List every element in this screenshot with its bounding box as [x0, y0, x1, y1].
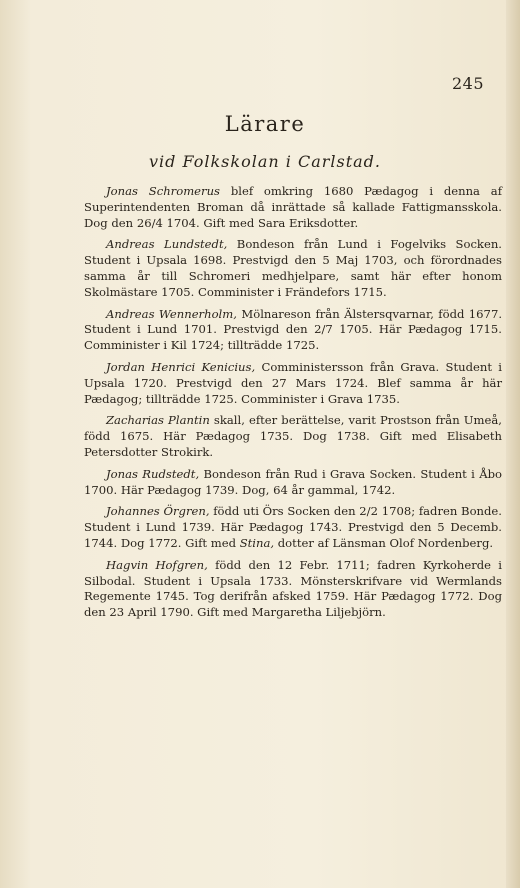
entry-name: Johannes Örgren, [106, 504, 210, 519]
entries-list [84, 184, 502, 627]
entry-name: Jonas Schromerus [106, 184, 221, 198]
entry-name: Hagvin Hofgren, [106, 557, 208, 572]
entry-text: Bondeson från Lund i Fogelviks Socken. Student i Upsala 1698. Prestvigd den 5 Maj 1703, och förordnades samma år till Schromeri medhjelpare, samt här efter honom Skolmästare 1705. Comminister i Frändefors 1715. [84, 237, 502, 299]
entry-name: Zacharias Plantin [106, 413, 210, 428]
entry-text: född uti Örs Socken den 2/2 1708; fadren Bonde. Student i Lund 1739. Här Pædagog 1743. Prestvigd den 5 Decemb. 1744. Dog 1772. Gift med [84, 504, 502, 550]
entry-text: Comministersson från Grava. Student i Upsala 1720. Prestvigd den 27 Mars 1724. Blef samma år här Pædagog; tillträdde 1725. Comminister i Grava 1735. [84, 359, 502, 406]
entry-text: Mölnareson från Älstersqvarnar, född 1677. Student i Lund 1701. Prestvigd den 2/7 1705. Här Pædagog 1715. Comminister i Kil 1724; tillträdde 1725. [84, 306, 502, 353]
entry-name: Jonas Rudstedt, [106, 466, 200, 481]
entry-spouse-name: Stina, [239, 535, 275, 550]
entry [84, 360, 502, 407]
entry [84, 467, 502, 499]
page-number: 245 [452, 74, 485, 93]
page-heading: Lärare [224, 112, 306, 136]
entry-text: Bondeson från Rud i Grava Socken. Student i Åbo 1700. Här Pædagog 1739. Dog, 64 år gammal, 1742. [84, 466, 502, 497]
entry-text: född den 12 Febr. 1711; fadren Kyrkoherde i Silbodal. Student i Upsala 1733. Mönsterskrifvare vid Wermlands Regemente 1745. Tog derifrån afsked 1759. Här Pædagog 1772. Dog den 23 April 1790. Gift med Margaretha Liljebjörn. [84, 557, 502, 620]
entry [84, 558, 502, 621]
entry [84, 307, 502, 354]
page-subheading: vid Folkskolan i Carlstad. [149, 152, 381, 171]
entry-name: Jordan Henrici Kenicius, [106, 359, 256, 374]
entry-text: blef omkring 1680 Pædagog i denna af Superintendenten Broman då inrättade så kallade Fattigmansskola. Dog den 26/4 1704. Gift med Sara Eriksdotter. [84, 184, 502, 230]
entry [84, 413, 502, 460]
entry [84, 184, 502, 231]
entry-name: Andreas Lundstedt, [106, 237, 228, 252]
entry-name: Andreas Wennerholm, [106, 306, 237, 321]
entry [84, 237, 502, 300]
entry-text-continued: dotter af Länsman Olof Nordenberg. [274, 535, 494, 550]
entry [84, 504, 502, 551]
entry-text: skall, efter berättelse, varit Prostson från Umeå, född 1675. Här Pædagog 1735. Dog 1738. Gift med Elisabeth Petersdotter Strokirk. [84, 413, 502, 459]
